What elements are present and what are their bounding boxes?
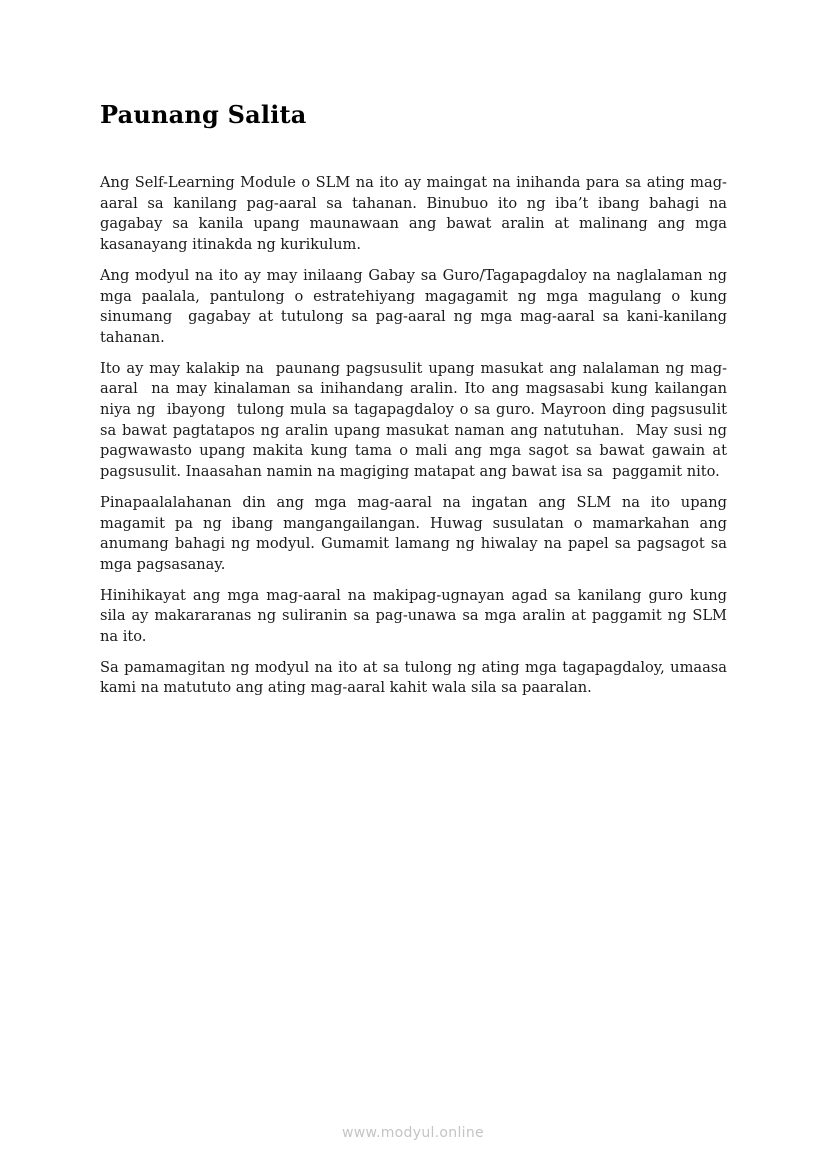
footer-watermark: www.modyul.online <box>342 1125 484 1141</box>
paragraph-2: Ang modyul na ito ay may inilaang Gabay sa Guro/Tagapagdaloy na naglalaman ng mga paalala, pantulong o estratehiyang magagamit ng mga magulang o kung sinumang gagabay at tutulong sa pag-aaral ng mga mag-aaral sa kani-kanilang tahanan. <box>100 266 732 346</box>
paragraph-5: Hinihikayat ang mga mag-aaral na makipag-ugnayan agad sa kanilang guro kung sila ay makararanas ng suliranin sa pag-unawa sa mga aralin at paggamit ng SLM na ito. <box>100 586 732 646</box>
document-body <box>100 173 732 709</box>
page-title: Paunang Salita <box>100 100 307 129</box>
paragraph-1: Ang Self-Learning Module o SLM na ito ay maingat na inihanda para sa ating mag-aaral sa kanilang pag-aaral sa tahanan. Binubuo ito ng iba’t ibang bahagi na gagabay sa kanila upang maunawaan ang bawat aralin at malinang ang mga kasanayang itinakda ng kurikulum. <box>100 174 732 254</box>
paragraph-6: Sa pamamagitan ng modyul na ito at sa tulong ng ating mga tagapagdaloy, umaasa kami na matututo ang ating mag-aaral kahit wala sila sa paaralan. <box>100 658 732 697</box>
paragraph-4: Pinapaalalahanan din ang mga mag-aaral na ingatan ang SLM na ito upang magamit pa ng ibang mangangailangan. Huwag susulatan o mamarkahan ang anumang bahagi ng modyul. Gumamit lamang ng hiwalay na papel sa pagsagot sa mga pagsasanay. <box>100 493 732 573</box>
paragraph-3: Ito ay may kalakip na paunang pagsusulit upang masukat ang nalalaman ng mag-aaral na may kinalaman sa inihandang aralin. Ito ang magsasabi kung kailangan niya ng ibayong tulong mula sa tagapagdaloy o sa guro. Mayroon ding pagsusulit sa bawat pagtatapos ng aralin upang masukat naman ang natutuhan. May susi ng pagwawasto upang makita kung tama o mali ang mga sagot sa bawat gawain at pagsusulit. Inaasahan namin na magiging matapat ang bawat isa sa paggamit nito. <box>100 359 732 481</box>
